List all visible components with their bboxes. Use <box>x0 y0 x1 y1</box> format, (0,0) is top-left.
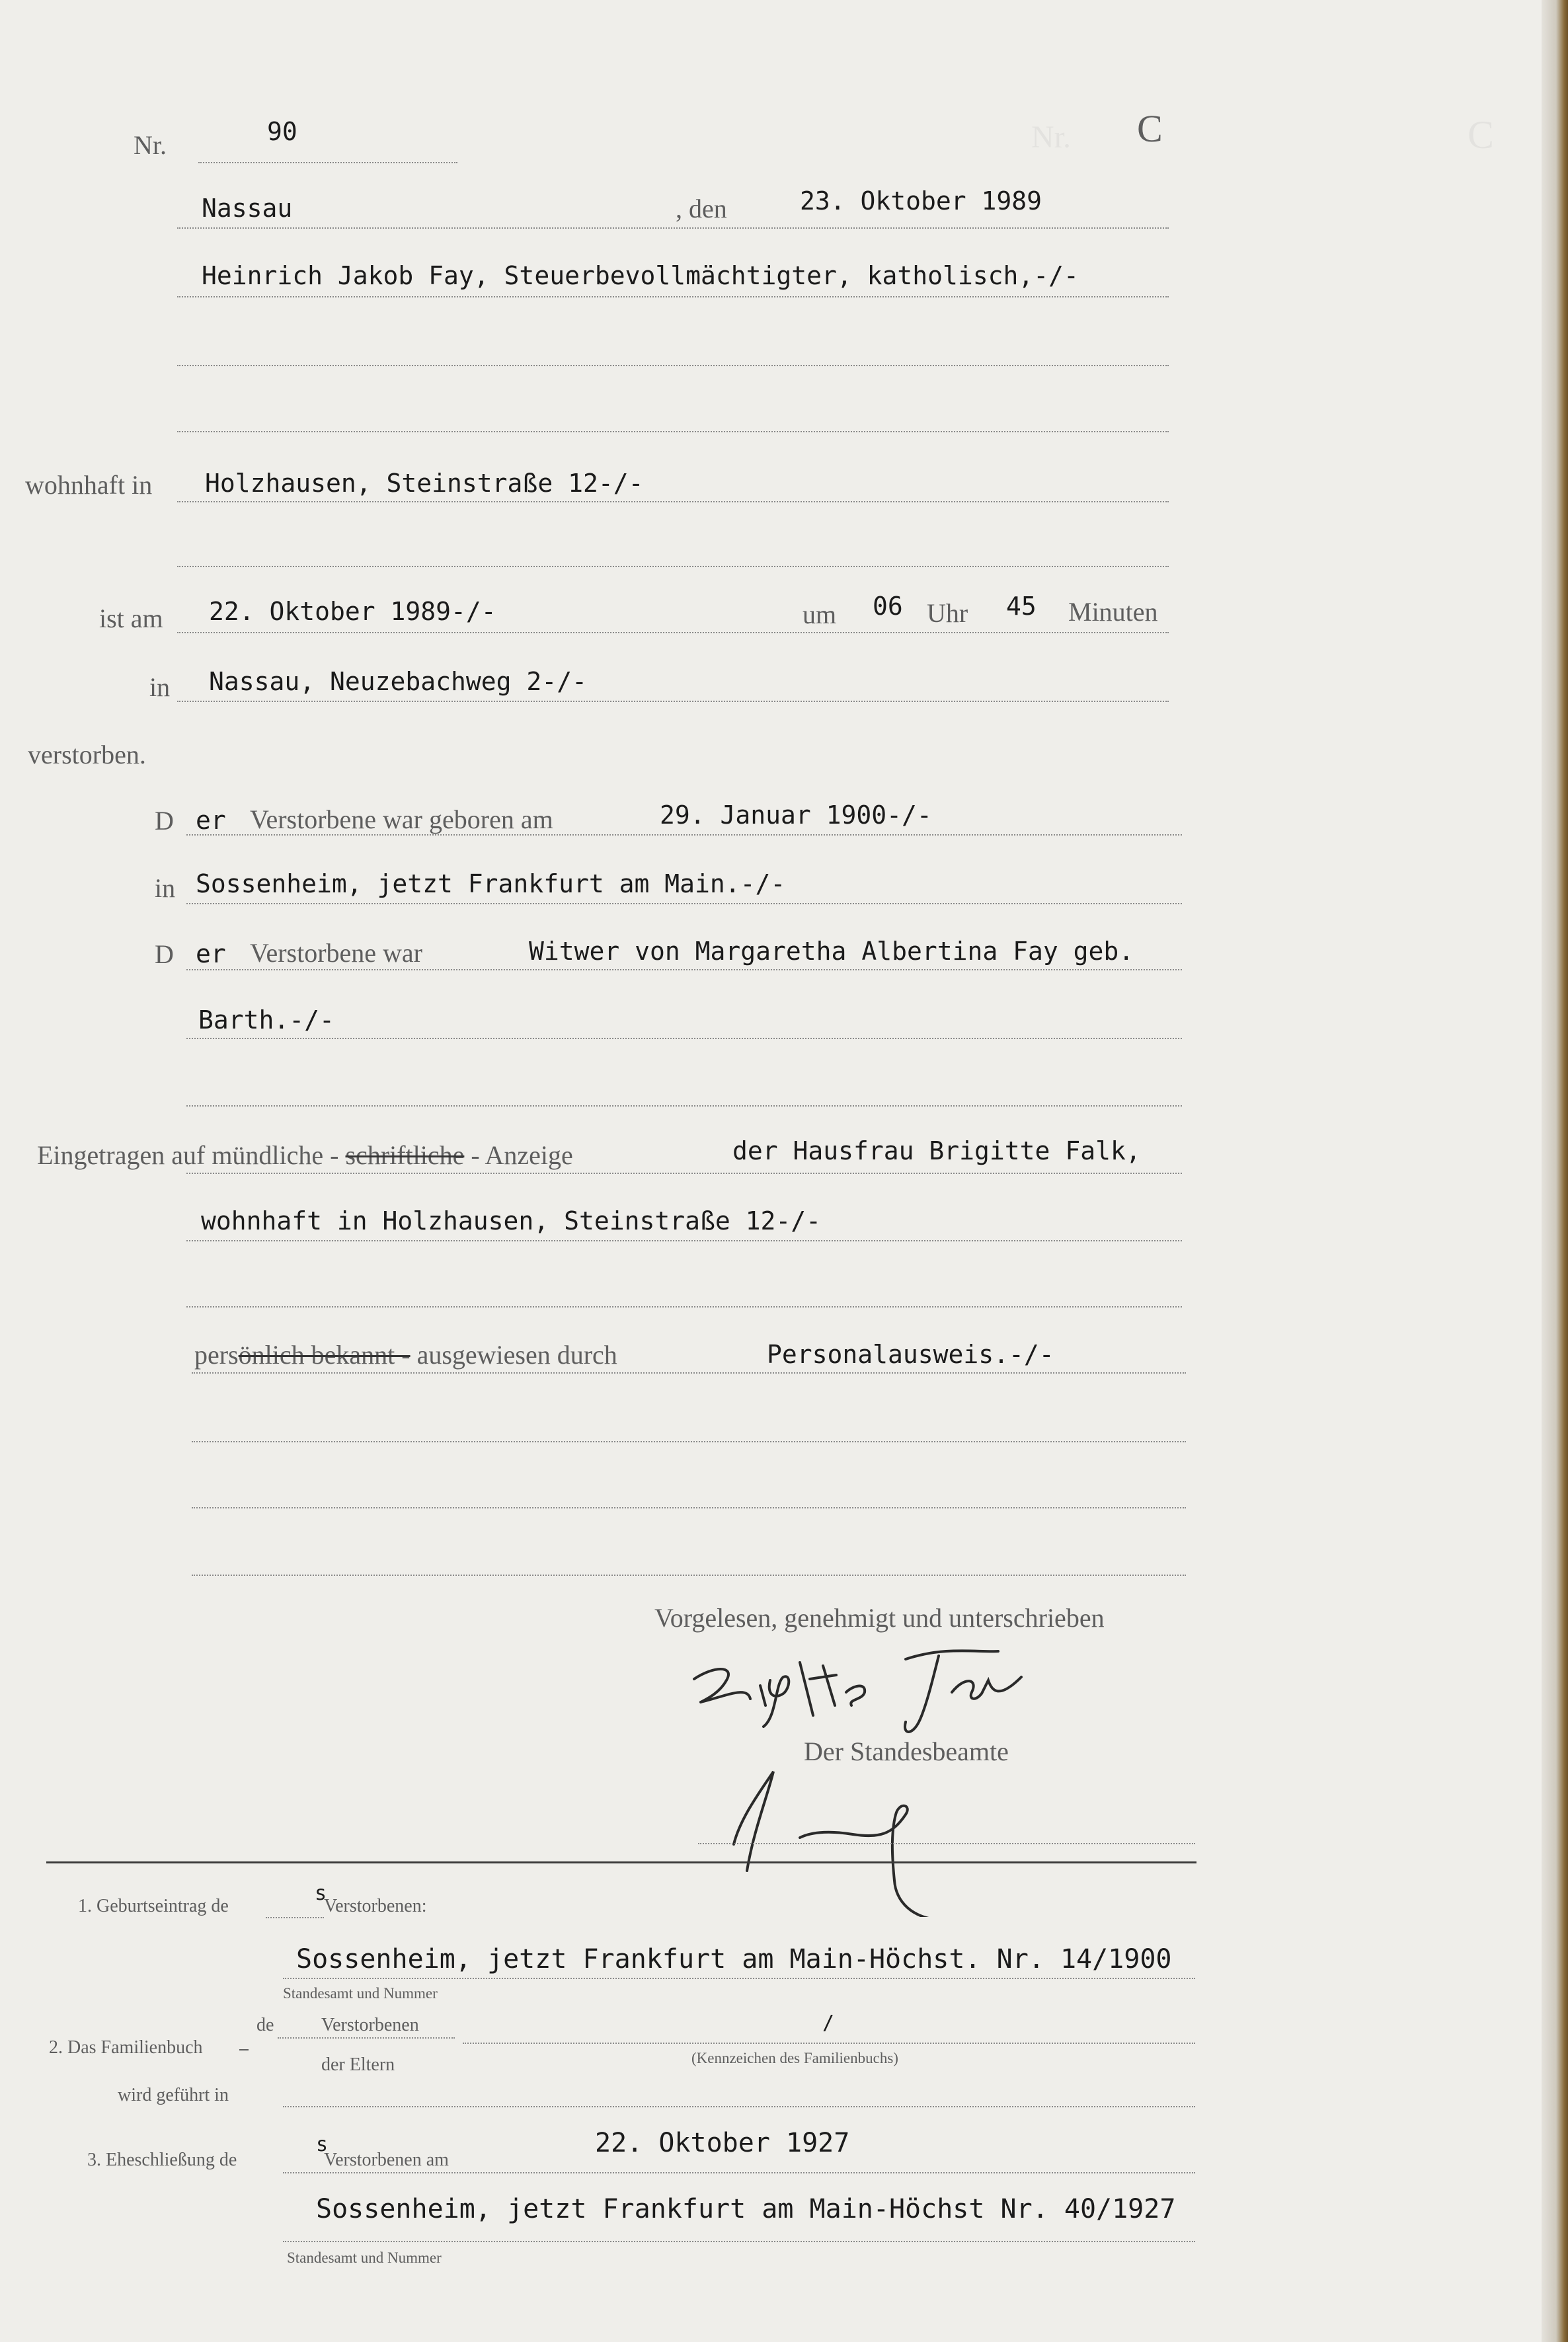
entry-number: 90 <box>267 117 297 146</box>
footer-item2-caption: (Kennzeichen des Familienbuchs) <box>691 2050 898 2066</box>
document-date: 23. Oktober 1989 <box>800 186 1042 215</box>
footer-item3-caption: Standesamt und Nummer <box>287 2249 442 2266</box>
death-hour: 06 <box>873 592 903 621</box>
identification-line <box>192 1372 1186 1374</box>
status-line-1: Witwer von Margaretha Albertina Fay geb. <box>529 937 1134 966</box>
nr-label: Nr. <box>134 130 167 160</box>
status-label: Verstorbene war <box>250 938 422 968</box>
footer-item2-option-2: der Eltern <box>321 2054 395 2075</box>
registration-label-start: Eingetragen auf mündliche - <box>37 1140 339 1170</box>
declarant-line <box>177 296 1169 297</box>
registration-line-1: der Hausfrau Brigitte Falk, <box>732 1136 1141 1165</box>
footer-item1-caption: Standesamt und Nummer <box>283 1985 438 2002</box>
blank-line-3 <box>177 566 1169 567</box>
corner-letter: C <box>1137 107 1163 150</box>
identification-value: Personalausweis.-/- <box>767 1340 1054 1369</box>
registrar-label: Der Standesbeamte <box>804 1737 1009 1766</box>
footer-item1-label-b: Verstorbenen: <box>324 1896 427 1916</box>
death-minutes: 45 <box>1006 592 1037 621</box>
ist-am-label: ist am <box>99 604 163 633</box>
birth-date-line <box>186 834 1182 836</box>
birth-date: 29. Januar 1900-/- <box>660 800 932 830</box>
footer-item2-label-b: wird geführt in <box>118 2085 229 2105</box>
death-date: 22. Oktober 1989-/- <box>209 597 496 626</box>
birth-er-fill: er <box>196 806 226 835</box>
residence-label: wohnhaft in <box>25 470 153 500</box>
identification-label-end: ausgewiesen durch <box>416 1340 617 1370</box>
death-place: Nassau, Neuzebachweg 2-/- <box>209 667 587 696</box>
footer-item1-label-a: 1. Geburtseintrag de <box>78 1896 229 1916</box>
place-date-line <box>177 227 1169 229</box>
footer-item2-line <box>463 2043 1195 2044</box>
status-line-2: Barth.-/- <box>198 1005 334 1034</box>
residence-line <box>177 501 1169 502</box>
birth-in-label: in <box>155 873 176 903</box>
status-line <box>186 969 1182 970</box>
status-d-prefix: D <box>155 939 174 969</box>
registrar-signature <box>701 1745 978 1917</box>
footer-item1-value: Sossenheim, jetzt Frankfurt am Main-Höchst. Nr. 14/1900 <box>296 1944 1172 1974</box>
footer-item3-value: Sossenheim, jetzt Frankfurt am Main-Höchst Nr. 40/1927 <box>316 2194 1176 2224</box>
footer-item3-label-b: Verstorbenen am <box>324 2150 449 2170</box>
footer-item2-place-line <box>283 2106 1195 2107</box>
bleed-through-letter <box>1468 112 1494 158</box>
footer-item1-line <box>283 1978 1195 1979</box>
footer-item3-date: 22. Oktober 1927 <box>595 2128 850 2158</box>
registration-line-2-rule <box>186 1240 1182 1241</box>
place-value: Nassau <box>202 194 293 223</box>
footer-item2-label: 2. Das Familienbuch <box>49 2037 203 2058</box>
verstorben-label: verstorben. <box>28 740 146 769</box>
uhr-label: Uhr <box>927 598 968 628</box>
registration-line <box>186 1173 1182 1174</box>
status-er-fill: er <box>196 939 226 968</box>
blank-line-8 <box>192 1575 1186 1576</box>
minuten-label: Minuten <box>1068 597 1158 627</box>
birth-place: Sossenheim, jetzt Frankfurt am Main.-/- <box>196 869 786 898</box>
footer-divider <box>46 1861 1196 1863</box>
birth-d-prefix: D <box>155 806 174 836</box>
registration-line-2: wohnhaft in Holzhausen, Steinstraße 12-/- <box>201 1206 821 1235</box>
nr-line <box>198 162 457 163</box>
read-approved-label: Vorgelesen, genehmigt und unterschrieben <box>654 1603 1105 1633</box>
death-in-label: in <box>149 672 171 702</box>
footer-item2-de: de <box>256 2015 274 2035</box>
blank-line-4 <box>186 1105 1182 1107</box>
residence-value: Holzhausen, Steinstraße 12-/- <box>205 469 644 498</box>
death-date-line <box>177 632 1169 633</box>
declarant-signature <box>687 1639 1084 1745</box>
blank-line-7 <box>192 1507 1186 1508</box>
declarant-line-1: Heinrich Jakob Fay, Steuerbevollmächtigter, katholisch,-/- <box>202 261 1079 290</box>
death-place-line <box>177 701 1169 702</box>
identification-label <box>194 1342 617 1368</box>
registrar-line <box>698 1843 1195 1844</box>
status-line-2-rule <box>186 1038 1182 1039</box>
birth-label: Verstorbene war geboren am <box>250 804 553 834</box>
footer-item3-s: s <box>316 2133 329 2156</box>
book-edge-shadow <box>1542 0 1568 2342</box>
footer-item3-line <box>283 2241 1195 2242</box>
birth-place-line <box>186 903 1182 904</box>
footer-item2-option-line <box>278 2037 455 2039</box>
um-label: um <box>803 600 837 629</box>
registration-label-end: - Anzeige <box>471 1140 573 1170</box>
identification-label-start: pers <box>194 1340 239 1370</box>
footer-item2-option-1: Verstorbenen <box>321 2015 419 2035</box>
bleed-through <box>1031 119 1071 155</box>
footer-item2-slash: / <box>822 2011 835 2035</box>
footer-item1-short-line <box>266 1917 324 1918</box>
registration-struck-option: schriftliche <box>345 1140 465 1170</box>
blank-line-6 <box>192 1441 1186 1442</box>
footer-item3-date-line <box>283 2172 1195 2173</box>
footer-item2-bracket <box>239 2049 249 2050</box>
identification-struck-option: önlich bekannt - <box>238 1340 411 1370</box>
footer-item1-s: s <box>315 1882 327 1905</box>
blank-line-1 <box>177 365 1169 366</box>
blank-line-5 <box>186 1306 1182 1308</box>
blank-line-2 <box>177 431 1169 432</box>
registration-label <box>37 1142 573 1169</box>
footer-item3-label-a: 3. Eheschließung de <box>87 2150 237 2170</box>
den-label: , den <box>676 194 727 223</box>
